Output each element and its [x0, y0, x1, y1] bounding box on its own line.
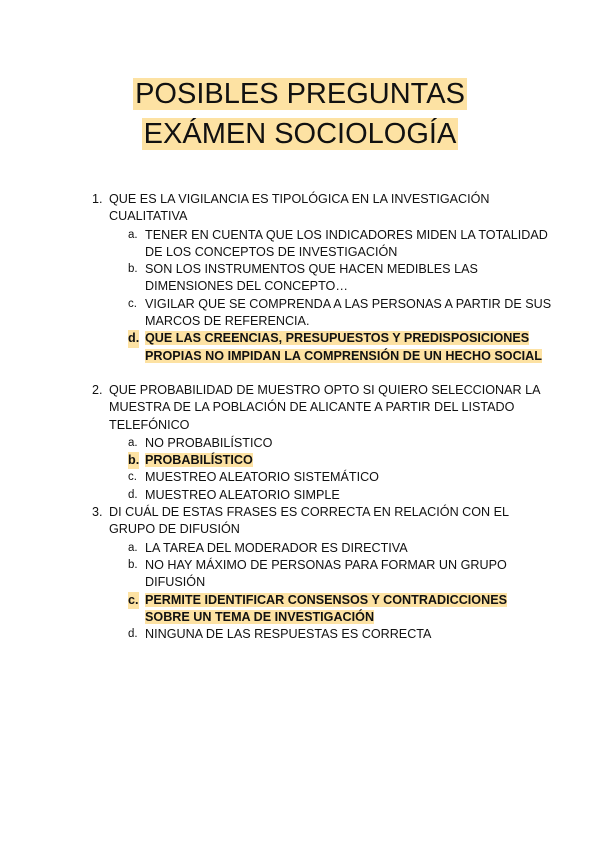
- answer-list: [109, 227, 552, 365]
- question-text: QUE ES LA VIGILANCIA ES TIPOLÓGICA EN LA INVESTIGACIÓN CUALITATIVA: [109, 192, 490, 224]
- answer-letter: d.: [128, 628, 138, 641]
- answer-item: [128, 557, 552, 592]
- question-list: [92, 191, 552, 643]
- answer-item-correct: [128, 330, 552, 365]
- answer-letter: d.: [128, 330, 139, 347]
- spacer: [92, 365, 552, 382]
- answer-letter: b.: [128, 558, 138, 571]
- answer-item-correct: [128, 452, 552, 469]
- title-line-2: EXÁMEN SOCIOLOGÍA: [143, 118, 457, 150]
- answer-letter: b.: [128, 452, 139, 469]
- answer-item: [128, 261, 552, 296]
- answer-text: PROBABILÍSTICO: [145, 453, 253, 468]
- answer-letter: a.: [128, 228, 138, 241]
- answer-letter: d.: [128, 488, 138, 501]
- answer-item: [128, 435, 552, 452]
- answer-item: [128, 227, 552, 262]
- answer-text: QUE LAS CREENCIAS, PRESUPUESTOS Y PREDISPOSICIONES PROPIAS NO IMPIDAN LA COMPRENSIÓN DE UN HECHO SOCIAL: [145, 331, 542, 363]
- answer-list: [109, 540, 552, 644]
- answer-letter: c.: [128, 471, 137, 484]
- answer-text: VIGILAR QUE SE COMPRENDA A LAS PERSONAS A PARTIR DE SUS MARCOS DE REFERENCIA.: [145, 296, 552, 329]
- answer-text: MUESTREO ALEATORIO SISTEMÁTICO: [145, 470, 379, 485]
- answer-item-correct: [128, 592, 552, 627]
- answer-text: NINGUNA DE LAS RESPUESTAS ES CORRECTA: [145, 627, 432, 642]
- question-item: [92, 504, 552, 643]
- answer-text: NO PROBABILÍSTICO: [145, 435, 273, 450]
- answer-text: SON LOS INSTRUMENTOS QUE HACEN MEDIBLES LAS DIMENSIONES DEL CONCEPTO…: [145, 262, 478, 294]
- answer-item: [128, 469, 552, 486]
- answer-text: LA TAREA DEL MODERADOR ES DIRECTIVA: [145, 540, 408, 555]
- question-text: DI CUÁL DE ESTAS FRASES ES CORRECTA EN RELACIÓN CON EL GRUPO DE DIFUSIÓN: [109, 505, 509, 537]
- question-number: 2.: [92, 382, 103, 397]
- question-text: QUE PROBABILIDAD DE MUESTRO OPTO SI QUIERO SELECCIONAR LA MUESTRA DE LA POBLACIÓN DE ALICANTE A PARTIR DEL LISTADO TELEFÓNICO: [109, 382, 540, 432]
- answer-item: [128, 296, 552, 331]
- answer-item: [128, 626, 552, 643]
- answer-text: PERMITE IDENTIFICAR CONSENSOS Y CONTRADICCIONES SOBRE UN TEMA DE INVESTIGACIÓN: [145, 592, 507, 624]
- question-item: [92, 191, 552, 365]
- answer-letter: a.: [128, 541, 138, 554]
- question-number: 1.: [92, 192, 103, 206]
- answer-text: NO HAY MÁXIMO DE PERSONAS PARA FORMAR UN GRUPO DIFUSIÓN: [145, 557, 507, 590]
- answer-item: [128, 540, 552, 557]
- answer-item: [128, 487, 552, 504]
- title-line-1: POSIBLES PREGUNTAS: [135, 78, 465, 110]
- page-title: [0, 74, 600, 154]
- answer-letter: c.: [128, 592, 139, 609]
- answer-text: MUESTREO ALEATORIO SIMPLE: [145, 487, 340, 502]
- answer-letter: c.: [128, 297, 137, 310]
- answer-list: [109, 435, 552, 504]
- answer-letter: a.: [128, 436, 138, 449]
- answer-letter: b.: [128, 263, 138, 276]
- question-item: [92, 382, 552, 504]
- answer-text: TENER EN CUENTA QUE LOS INDICADORES MIDEN LA TOTALIDAD DE LOS CONCEPTOS DE INVESTIGACIÓN: [145, 227, 548, 259]
- question-number: 3.: [92, 505, 103, 520]
